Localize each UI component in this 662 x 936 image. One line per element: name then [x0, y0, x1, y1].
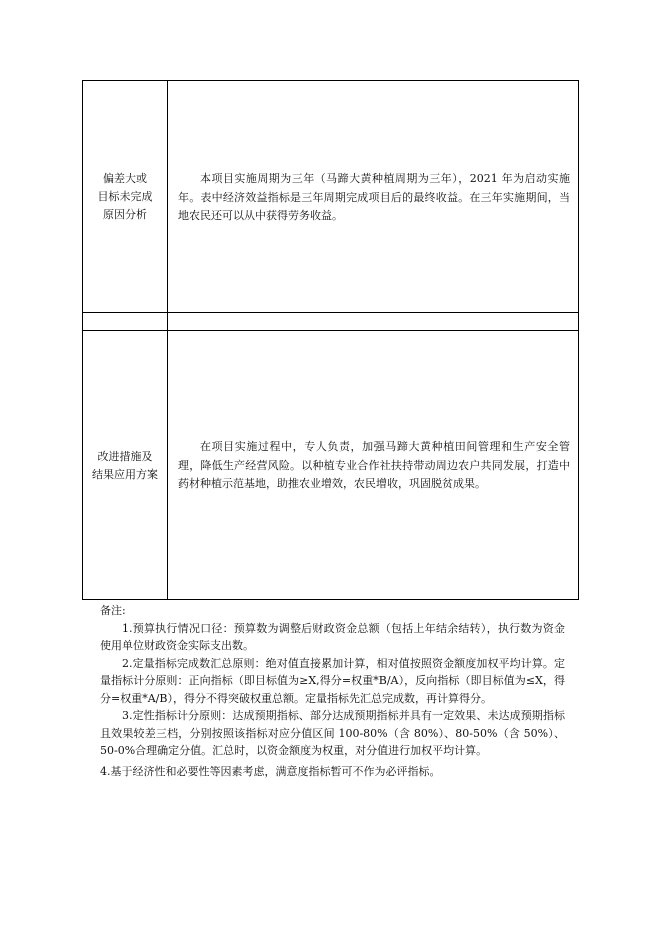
notes-title: 备注:: [100, 604, 126, 617]
improvement-measures-content: 在项目实施过程中，专人负责，加强马蹄大黄种植田间管理和生产安全管理，降低生产经营风险。以种植专业合作社扶持带动周边农户共同发展，打造中药材种植示范基地，助推农业增效，农民增收，巩固脱贫成果。: [178, 440, 570, 490]
row-divider: [83, 312, 578, 313]
note-item-2: 2.定量指标完成数汇总原则：绝对值直接累加计算，相对值按照资金额度加权平均计算。定量指标计分原则：正向指标（即目标值为≥X,得分=权重*B/A），反向指标（即目标值为≤X，得分=权重*A/B），得分不得突破权重总额。定量指标先汇总完成数，再计算得分。: [100, 656, 565, 705]
deviation-analysis-content: 本项目实施周期为三年（马蹄大黄种植周期为三年），2021 年为启动实施年。表中经济效益指标是三年周期完成项目后的最终收益。在三年实施期间，当地农民还可以从中获得劳务收益。: [178, 172, 570, 222]
row-divider: [83, 330, 578, 331]
note-item-3: 3.定性指标计分原则：达成预期指标、部分达成预期指标并具有一定效果、未达成预期指标且效果较差三档，分别按照该指标对应分值区间 100-80%（含 80%）、80-50%（含 50%）、50-0%合理确定分值。汇总时，以资金额度为权重，对分值进行加权平均计算。: [100, 709, 565, 757]
note-item-1: 1.预算执行情况口径：预算数为调整后财政资金总额（包括上年结余结转），执行数为资金使用单位财政资金实际支出数。: [100, 621, 565, 652]
note-item-4: 4.基于经济性和必要性等因素考虑，满意度指标暂可不作为必评指标。: [100, 764, 441, 778]
column-divider: [167, 81, 168, 599]
evaluation-table: [82, 80, 579, 600]
notes-section: [100, 602, 565, 780]
improvement-measures-label: 改进措施及 结果应用方案: [92, 450, 158, 481]
deviation-analysis-label: 偏差大或 目标未完成 原因分析: [97, 172, 153, 221]
